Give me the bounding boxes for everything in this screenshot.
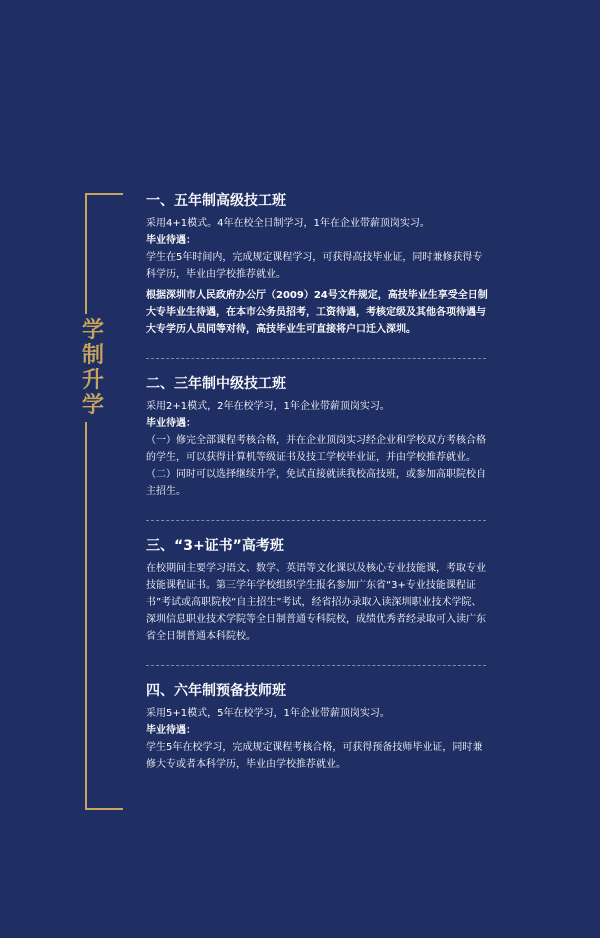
section-body: 学生5年在校学习，完成规定课程考核合格，可获得预备技师毕业证，同时兼修大专或者本科学历，毕业由学校推荐就业。 [146,742,483,770]
section-body: 学生在5年时间内，完成规定课程学习，可获得高技毕业证，同时兼修获得专科学历，毕业由学校推荐就业。 [146,252,483,280]
section-policy: 根据深圳市人民政府办公厅（2009）24号文件规定，高技毕业生享受全日制大专毕业生待遇，在本市公务员招考，工资待遇，考核定级及其他各项待遇与大专学历人员同等对待，高技毕业生可直接将户口迁入深圳。 [146,290,488,335]
section-six-year-technician [146,681,490,773]
content-column [146,191,490,773]
section-heading: 四、六年制预备技师班 [146,683,286,699]
decorative-bracket [85,193,123,810]
side-title-char: 学 [81,318,104,343]
section-mode: 采用4+1模式。4年在校全日制学习，1年在企业带薪顶岗实习。 [146,218,430,229]
section-divider [146,520,486,521]
side-title-char: 升 [81,368,104,393]
section-mode: 采用2+1模式，2年在校学习，1年企业带薪顶岗实习。 [146,401,390,412]
section-gaokao [146,536,490,645]
side-title-char: 制 [81,343,104,368]
side-title-char: 学 [81,393,104,418]
section-mode: 采用5+1模式，5年在校学习，1年企业带薪顶岗实习。 [146,708,390,719]
treatment-label: 毕业待遇： [146,725,196,736]
section-heading: 三、“3+证书”高考班 [146,538,284,554]
side-title [78,314,108,422]
treatment-item: （二）同时可以选择继续升学，免试直接就读我校高技班，或参加高职院校自主招生。 [146,469,486,497]
section-heading: 二、三年制中级技工班 [146,376,286,392]
treatment-label: 毕业待遇： [146,235,196,246]
section-divider [146,358,486,359]
section-heading: 一、五年制高级技工班 [146,193,286,209]
treatment-label: 毕业待遇： [146,418,196,429]
section-body: 在校期间主要学习语文、数学、英语等文化课以及核心专业技能课，考取专业技能课程证书。第三学年学校组织学生报名参加广东省“3+专业技能课程证书”考试或高职院校“自主招生”考试，经省招办录取入读深圳职业技术学院、深圳信息职业技术学院等全日制普通专科院校，成绩优秀者经录取可入读广东省全日制普通本科院校。 [146,563,486,642]
treatment-item: （一）修完全部课程考核合格，并在企业顶岗实习经企业和学校双方考核合格的学生，可以获得计算机等级证书及技工学校毕业证，并由学校推荐就业。 [146,435,486,463]
section-three-year-intermediate [146,374,490,500]
section-five-year-senior [146,191,490,338]
section-divider [146,665,486,666]
